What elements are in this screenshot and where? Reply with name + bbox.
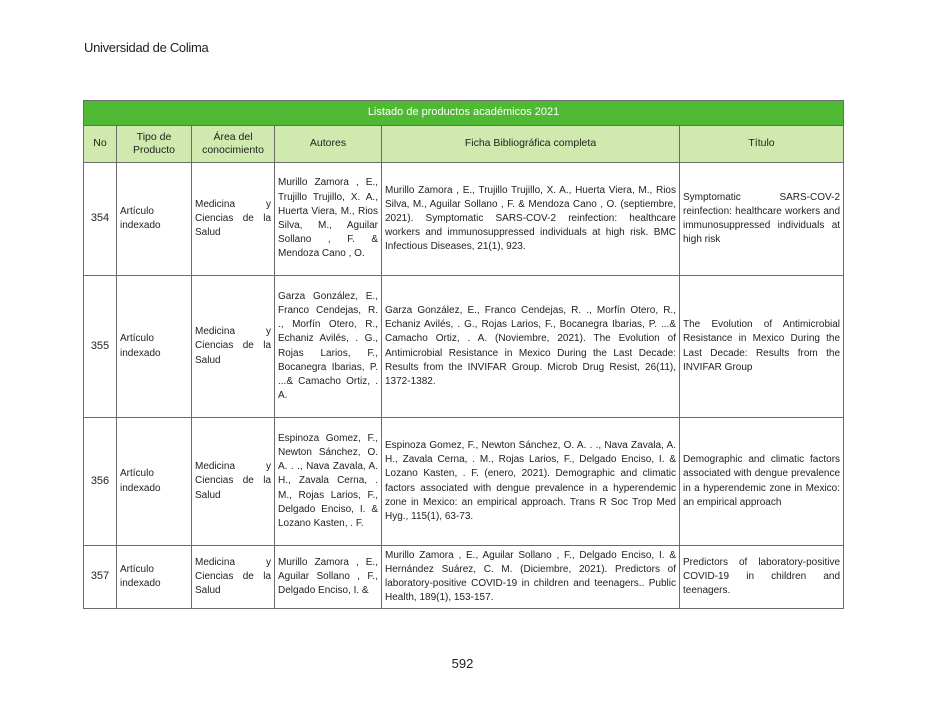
table-row xyxy=(84,418,844,546)
table-row xyxy=(84,546,844,609)
cell-titulo: Demographic and climatic factors associated with dengue prevalence in a hyperendemic zone in Mexico: an empirical approach xyxy=(680,418,844,546)
cell-no: 357 xyxy=(84,546,117,609)
cell-area: Medicina y Ciencias de la Salud xyxy=(192,418,275,546)
column-header-autores: Autores xyxy=(275,126,382,163)
column-header-titulo: Título xyxy=(680,126,844,163)
cell-titulo: The Evolution of Antimicrobial Resistance in Mexico During the Last Decade: Results from the INVIFAR Group xyxy=(680,276,844,418)
cell-autores: Murillo Zamora , E., Aguilar Sollano , F., Delgado Enciso, I. & xyxy=(275,546,382,609)
column-header-no: No xyxy=(84,126,117,163)
cell-ficha: Espinoza Gomez, F., Newton Sánchez, O. A. . ., Nava Zavala, A. H., Zavala Cerna, . M., Rojas Larios, F., Delgado Enciso, I. & Lozano Kasten, . F. (enero, 2021). Demographic and climatic factors associated with dengue prevalence in a hyperendemic zone in Mexico: an empirical approach. Trans R Soc Trop Med Hyg., 115(1), 63-73. xyxy=(382,418,680,546)
cell-no: 355 xyxy=(84,276,117,418)
cell-tipo: Artículo indexado xyxy=(117,276,192,418)
table-title-row xyxy=(84,101,844,126)
page-number: 592 xyxy=(451,656,474,671)
cell-area: Medicina y Ciencias de la Salud xyxy=(192,276,275,418)
cell-autores: Espinoza Gomez, F., Newton Sánchez, O. A. . ., Nava Zavala, A. H., Zavala Cerna, . M., Rojas Larios, F., Delgado Enciso, I. & Lozano Kasten, . F. xyxy=(275,418,382,546)
cell-tipo: Artículo indexado xyxy=(117,418,192,546)
cell-ficha: Garza González, E., Franco Cendejas, R. ., Morfín Otero, R., Echaniz Avilés, . G., Rojas Larios, F., Bocanegra Ibarias, P. ...& Camacho Ortiz, . A. (Noviembre, 2021). The Evolution of Antimicrobial Resistance in Mexico During the Last Decade: Results from the INVIFAR Group. Microb Drug Resist, 26(11), 1372-1382. xyxy=(382,276,680,418)
table-row xyxy=(84,163,844,276)
table-header-row xyxy=(84,126,844,163)
cell-autores: Garza González, E., Franco Cendejas, R. ., Morfín Otero, R., Echaniz Avilés, . G., Rojas Larios, F., Bocanegra Ibarias, P. ...& Camacho Ortiz, . A. xyxy=(275,276,382,418)
cell-no: 354 xyxy=(84,163,117,276)
cell-autores: Murillo Zamora , E., Trujillo Trujillo, X. A., Huerta Viera, M., Rios Silva, M., Aguilar Sollano , F. & Mendoza Cano , O. xyxy=(275,163,382,276)
cell-ficha: Murillo Zamora , E., Aguilar Sollano , F., Delgado Enciso, I. & Hernández Suárez, C. M. (Diciembre, 2021). Predictors of laboratory-positive COVID-19 in children and teenagers.. Public Health, 189(1), 153-157. xyxy=(382,546,680,609)
column-header-tipo: Tipo de Producto xyxy=(117,126,192,163)
cell-tipo: Artículo indexado xyxy=(117,546,192,609)
cell-area: Medicina y Ciencias de la Salud xyxy=(192,546,275,609)
cell-tipo: Artículo indexado xyxy=(117,163,192,276)
cell-titulo: Predictors of laboratory-positive COVID-19 in children and teenagers. xyxy=(680,546,844,609)
products-table xyxy=(83,100,844,609)
cell-ficha: Murillo Zamora , E., Trujillo Trujillo, X. A., Huerta Viera, M., Rios Silva, M., Aguilar Sollano , F. & Mendoza Cano , O. (septiembre, 2021). Symptomatic SARS-COV-2 reinfection: healthcare workers and immunosuppressed individuals at high risk. BMC Infectious Diseases, 21(1), 923. xyxy=(382,163,680,276)
cell-titulo: Symptomatic SARS-COV-2 reinfection: healthcare workers and immunosuppressed individuals at high risk xyxy=(680,163,844,276)
cell-area: Medicina y Ciencias de la Salud xyxy=(192,163,275,276)
table-title: Listado de productos académicos 2021 xyxy=(84,101,844,126)
header-institution: Universidad de Colima xyxy=(84,40,209,55)
cell-no: 356 xyxy=(84,418,117,546)
table-row xyxy=(84,276,844,418)
column-header-ficha: Ficha Bibliográfica completa xyxy=(382,126,680,163)
column-header-area: Área del conocimiento xyxy=(192,126,275,163)
